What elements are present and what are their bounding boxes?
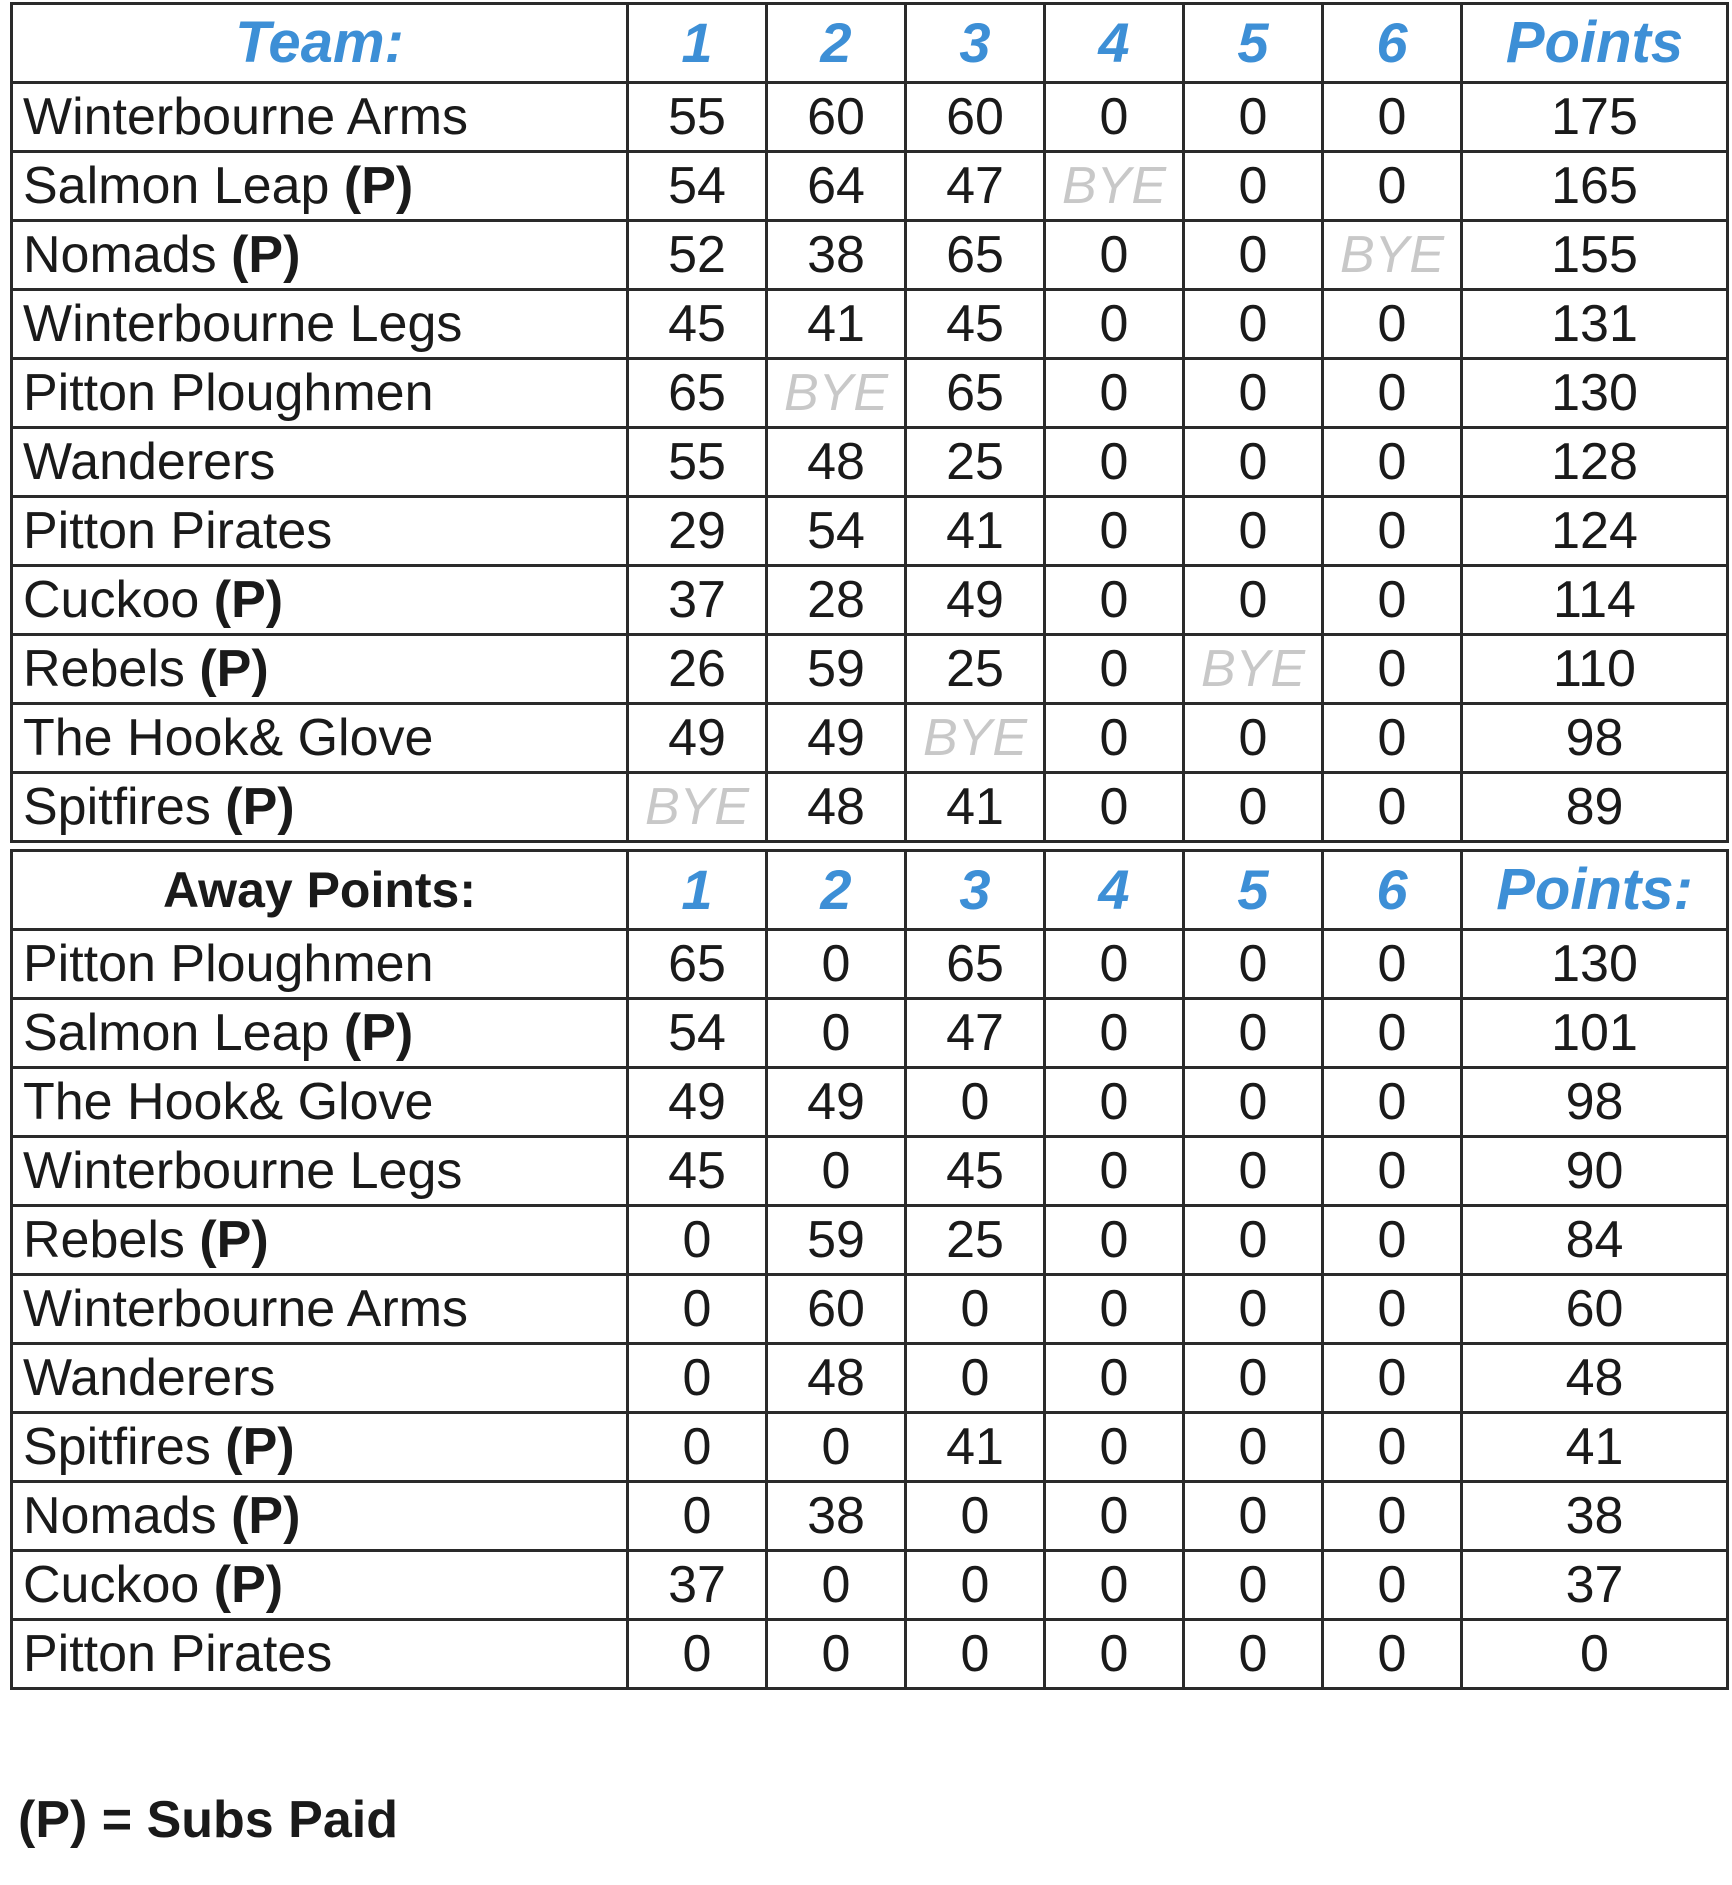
- total-points-cell: 101: [1462, 999, 1728, 1068]
- table-row: [12, 290, 1728, 359]
- bye-cell: BYE: [628, 773, 767, 842]
- table-row: [12, 359, 1728, 428]
- score-cell: 0: [1045, 359, 1184, 428]
- table-row: [12, 704, 1728, 773]
- total-points-cell: 60: [1462, 1275, 1728, 1344]
- team-name: Salmon Leap: [23, 157, 344, 215]
- score-cell: 0: [1045, 428, 1184, 497]
- score-cell: 0: [767, 1413, 906, 1482]
- score-cell: 0: [1323, 773, 1462, 842]
- score-cell: 49: [767, 704, 906, 773]
- score-cell: 0: [1184, 1344, 1323, 1413]
- team-name-cell: [12, 773, 628, 842]
- score-cell: 0: [767, 1137, 906, 1206]
- score-cell: 0: [1045, 1620, 1184, 1689]
- total-points-cell: 130: [1462, 359, 1728, 428]
- total-points-cell: 41: [1462, 1413, 1728, 1482]
- team-name-cell: [12, 428, 628, 497]
- team-name: Winterbourne Arms: [23, 1280, 469, 1338]
- score-cell: 0: [1184, 1275, 1323, 1344]
- away-header-row: [12, 851, 1728, 930]
- score-cell: 0: [1323, 1620, 1462, 1689]
- table-row: [12, 930, 1728, 999]
- score-cell: 49: [628, 704, 767, 773]
- table-row: [12, 1137, 1728, 1206]
- score-cell: 55: [628, 83, 767, 152]
- team-name: Pitton Pirates: [23, 502, 333, 560]
- score-cell: 60: [906, 83, 1045, 152]
- score-cell: 41: [767, 290, 906, 359]
- score-cell: 0: [1184, 359, 1323, 428]
- table-row: [12, 635, 1728, 704]
- score-cell: 47: [906, 152, 1045, 221]
- subs-paid-marker: (P): [343, 1004, 414, 1062]
- score-cell: 65: [906, 359, 1045, 428]
- score-cell: 45: [628, 1137, 767, 1206]
- table-row: [12, 83, 1728, 152]
- score-cell: 0: [906, 1482, 1045, 1551]
- score-cell: 45: [628, 290, 767, 359]
- table-row: [12, 1551, 1728, 1620]
- table-row: [12, 1482, 1728, 1551]
- home-points-table: [10, 2, 1729, 843]
- score-cell: 37: [628, 566, 767, 635]
- score-cell: 0: [1184, 1068, 1323, 1137]
- score-cell: 26: [628, 635, 767, 704]
- subs-paid-marker: (P): [225, 1418, 295, 1476]
- score-cell: 54: [767, 497, 906, 566]
- team-name: Rebels: [23, 640, 200, 698]
- table-row: [12, 999, 1728, 1068]
- table-row: [12, 1275, 1728, 1344]
- score-cell: 0: [906, 1068, 1045, 1137]
- team-name-cell: [12, 1482, 628, 1551]
- total-points-cell: 131: [1462, 290, 1728, 359]
- score-cell: 0: [1045, 83, 1184, 152]
- team-name-cell: [12, 930, 628, 999]
- team-name-cell: [12, 1206, 628, 1275]
- team-name-cell: [12, 1068, 628, 1137]
- score-cell: 0: [1323, 497, 1462, 566]
- score-cell: 0: [1045, 290, 1184, 359]
- total-points-cell: 38: [1462, 1482, 1728, 1551]
- score-cell: 0: [1323, 999, 1462, 1068]
- score-cell: 60: [767, 83, 906, 152]
- table-row: [12, 1068, 1728, 1137]
- score-cell: 0: [1184, 1620, 1323, 1689]
- score-cell: 0: [1045, 566, 1184, 635]
- team-name: The Hook& Glove: [23, 1073, 434, 1131]
- total-points-cell: 110: [1462, 635, 1728, 704]
- bye-cell: BYE: [1045, 152, 1184, 221]
- team-name: Nomads: [23, 226, 232, 284]
- home-points-header: Points: [1462, 4, 1728, 83]
- score-cell: 0: [1323, 83, 1462, 152]
- table-row: [12, 566, 1728, 635]
- score-cell: 41: [906, 497, 1045, 566]
- away-round-4-header: 4: [1045, 851, 1184, 930]
- score-cell: 0: [1184, 773, 1323, 842]
- table-row: [12, 1206, 1728, 1275]
- score-cell: 0: [1184, 83, 1323, 152]
- team-name: Pitton Ploughmen: [23, 364, 434, 422]
- team-name-cell: [12, 1275, 628, 1344]
- bye-cell: BYE: [767, 359, 906, 428]
- score-cell: 29: [628, 497, 767, 566]
- away-round-5-header: 5: [1184, 851, 1323, 930]
- score-cell: 25: [906, 428, 1045, 497]
- table-row: [12, 1620, 1728, 1689]
- score-cell: 48: [767, 773, 906, 842]
- score-cell: 0: [906, 1620, 1045, 1689]
- team-name: Pitton Pirates: [23, 1625, 333, 1683]
- score-cell: 65: [906, 930, 1045, 999]
- team-name: Winterbourne Legs: [23, 295, 463, 353]
- score-cell: 0: [1184, 221, 1323, 290]
- team-name-cell: [12, 221, 628, 290]
- score-cell: 0: [1184, 290, 1323, 359]
- team-name-cell: [12, 1344, 628, 1413]
- total-points-cell: 175: [1462, 83, 1728, 152]
- score-cell: 0: [1045, 999, 1184, 1068]
- team-name: Wanderers: [23, 433, 276, 491]
- subs-paid-note: (P) = Subs Paid: [18, 1791, 398, 1849]
- score-cell: 0: [1323, 1275, 1462, 1344]
- score-cell: 0: [1184, 1413, 1323, 1482]
- score-cell: 0: [1045, 1206, 1184, 1275]
- team-name-cell: [12, 999, 628, 1068]
- score-cell: 0: [1184, 497, 1323, 566]
- team-name-cell: [12, 566, 628, 635]
- subs-paid-marker: (P): [343, 157, 414, 215]
- total-points-cell: 130: [1462, 930, 1728, 999]
- table-row: [12, 428, 1728, 497]
- subs-paid-marker: (P): [231, 1487, 301, 1545]
- score-cell: 0: [1045, 1344, 1184, 1413]
- team-name: Rebels: [23, 1211, 200, 1269]
- score-cell: 0: [1323, 1068, 1462, 1137]
- score-cell: 0: [767, 999, 906, 1068]
- score-cell: 0: [1323, 290, 1462, 359]
- away-points-header: Points:: [1462, 851, 1728, 930]
- score-cell: 0: [906, 1551, 1045, 1620]
- total-points-cell: 89: [1462, 773, 1728, 842]
- total-points-cell: 155: [1462, 221, 1728, 290]
- score-cell: 0: [1045, 1068, 1184, 1137]
- score-cell: 0: [1323, 1137, 1462, 1206]
- team-name-cell: [12, 83, 628, 152]
- score-cell: 0: [1045, 1413, 1184, 1482]
- score-cell: 0: [767, 930, 906, 999]
- total-points-cell: 90: [1462, 1137, 1728, 1206]
- total-points-cell: 0: [1462, 1620, 1728, 1689]
- score-cell: 0: [1323, 930, 1462, 999]
- score-cell: 59: [767, 635, 906, 704]
- score-cell: 0: [1045, 1137, 1184, 1206]
- score-cell: 0: [1045, 930, 1184, 999]
- score-cell: 65: [628, 359, 767, 428]
- score-cell: 0: [1045, 635, 1184, 704]
- score-cell: 0: [1184, 999, 1323, 1068]
- score-cell: 48: [767, 428, 906, 497]
- total-points-cell: 98: [1462, 1068, 1728, 1137]
- score-cell: 0: [1184, 1206, 1323, 1275]
- score-cell: 49: [628, 1068, 767, 1137]
- away-points-table: [10, 849, 1729, 1690]
- score-cell: 60: [767, 1275, 906, 1344]
- team-name: Spitfires: [23, 1418, 226, 1476]
- home-round-6-header: 6: [1323, 4, 1462, 83]
- score-cell: 41: [906, 1413, 1045, 1482]
- team-name: Pitton Ploughmen: [23, 935, 434, 993]
- away-team-header: Away Points:: [12, 851, 628, 930]
- team-name: Spitfires: [23, 778, 226, 836]
- score-cell: 41: [906, 773, 1045, 842]
- team-name: Winterbourne Arms: [23, 88, 469, 146]
- subs-paid-marker: (P): [199, 1211, 269, 1269]
- league-sheet: [10, 2, 1726, 1690]
- score-cell: 55: [628, 428, 767, 497]
- score-cell: 0: [628, 1482, 767, 1551]
- home-round-3-header: 3: [906, 4, 1045, 83]
- score-cell: 0: [628, 1413, 767, 1482]
- score-cell: 38: [767, 221, 906, 290]
- score-cell: 0: [1323, 428, 1462, 497]
- home-round-2-header: 2: [767, 4, 906, 83]
- score-cell: 0: [1184, 428, 1323, 497]
- team-name: Cuckoo: [23, 571, 214, 629]
- bye-cell: BYE: [906, 704, 1045, 773]
- home-header-row: [12, 4, 1728, 83]
- total-points-cell: 165: [1462, 152, 1728, 221]
- team-name-cell: [12, 497, 628, 566]
- team-name-cell: [12, 635, 628, 704]
- score-cell: 0: [1184, 152, 1323, 221]
- score-cell: 0: [1323, 566, 1462, 635]
- score-cell: 0: [1045, 1482, 1184, 1551]
- team-name-cell: [12, 1137, 628, 1206]
- table-row: [12, 497, 1728, 566]
- team-name: Cuckoo: [23, 1556, 214, 1614]
- away-round-3-header: 3: [906, 851, 1045, 930]
- score-cell: 0: [1323, 1482, 1462, 1551]
- total-points-cell: 98: [1462, 704, 1728, 773]
- score-cell: 0: [1184, 1137, 1323, 1206]
- score-cell: 54: [628, 999, 767, 1068]
- score-cell: 0: [1045, 773, 1184, 842]
- team-name: Nomads: [23, 1487, 232, 1545]
- score-cell: 64: [767, 152, 906, 221]
- team-name: Salmon Leap: [23, 1004, 344, 1062]
- score-cell: 0: [1045, 1551, 1184, 1620]
- total-points-cell: 48: [1462, 1344, 1728, 1413]
- score-cell: 65: [628, 930, 767, 999]
- team-name: Wanderers: [23, 1349, 276, 1407]
- table-row: [12, 1413, 1728, 1482]
- score-cell: 0: [628, 1206, 767, 1275]
- score-cell: 0: [628, 1275, 767, 1344]
- score-cell: 0: [1184, 704, 1323, 773]
- team-name-cell: [12, 290, 628, 359]
- score-cell: 0: [1323, 635, 1462, 704]
- subs-paid-marker: (P): [213, 571, 284, 629]
- table-row: [12, 773, 1728, 842]
- score-cell: 0: [1323, 152, 1462, 221]
- score-cell: 0: [1323, 1413, 1462, 1482]
- team-name: The Hook& Glove: [23, 709, 434, 767]
- bye-cell: BYE: [1323, 221, 1462, 290]
- total-points-cell: 124: [1462, 497, 1728, 566]
- score-cell: 0: [1323, 1206, 1462, 1275]
- home-round-4-header: 4: [1045, 4, 1184, 83]
- score-cell: 65: [906, 221, 1045, 290]
- table-row: [12, 1344, 1728, 1413]
- score-cell: 52: [628, 221, 767, 290]
- team-name-cell: [12, 1620, 628, 1689]
- score-cell: 0: [1323, 359, 1462, 428]
- score-cell: 0: [628, 1344, 767, 1413]
- team-name-cell: [12, 152, 628, 221]
- score-cell: 0: [628, 1620, 767, 1689]
- score-cell: 0: [1323, 1344, 1462, 1413]
- home-round-1-header: 1: [628, 4, 767, 83]
- total-points-cell: 114: [1462, 566, 1728, 635]
- subs-paid-marker: (P): [231, 226, 301, 284]
- score-cell: 0: [1184, 1482, 1323, 1551]
- score-cell: 45: [906, 290, 1045, 359]
- subs-paid-marker: (P): [213, 1556, 284, 1614]
- score-cell: 38: [767, 1482, 906, 1551]
- score-cell: 0: [1323, 704, 1462, 773]
- score-cell: 25: [906, 635, 1045, 704]
- away-round-2-header: 2: [767, 851, 906, 930]
- team-name-cell: [12, 359, 628, 428]
- away-round-6-header: 6: [1323, 851, 1462, 930]
- score-cell: 0: [767, 1551, 906, 1620]
- score-cell: 28: [767, 566, 906, 635]
- score-cell: 0: [1184, 566, 1323, 635]
- away-round-1-header: 1: [628, 851, 767, 930]
- score-cell: 0: [767, 1620, 906, 1689]
- score-cell: 0: [1045, 221, 1184, 290]
- team-name-cell: [12, 704, 628, 773]
- score-cell: 25: [906, 1206, 1045, 1275]
- score-cell: 37: [628, 1551, 767, 1620]
- score-cell: 0: [1184, 930, 1323, 999]
- score-cell: 47: [906, 999, 1045, 1068]
- score-cell: 0: [906, 1344, 1045, 1413]
- score-cell: 49: [767, 1068, 906, 1137]
- score-cell: 0: [1323, 1551, 1462, 1620]
- total-points-cell: 84: [1462, 1206, 1728, 1275]
- score-cell: 45: [906, 1137, 1045, 1206]
- score-cell: 0: [1045, 1275, 1184, 1344]
- table-row: [12, 152, 1728, 221]
- score-cell: 0: [906, 1275, 1045, 1344]
- home-team-header: Team:: [12, 4, 628, 83]
- score-cell: 0: [1045, 704, 1184, 773]
- team-name-cell: [12, 1413, 628, 1482]
- score-cell: 49: [906, 566, 1045, 635]
- table-row: [12, 221, 1728, 290]
- score-cell: 0: [1184, 1551, 1323, 1620]
- score-cell: 0: [1045, 497, 1184, 566]
- score-cell: 54: [628, 152, 767, 221]
- bye-cell: BYE: [1184, 635, 1323, 704]
- subs-paid-marker: (P): [199, 640, 269, 698]
- home-round-5-header: 5: [1184, 4, 1323, 83]
- score-cell: 48: [767, 1344, 906, 1413]
- subs-paid-marker: (P): [225, 778, 295, 836]
- team-name-cell: [12, 1551, 628, 1620]
- team-name: Winterbourne Legs: [23, 1142, 463, 1200]
- total-points-cell: 128: [1462, 428, 1728, 497]
- total-points-cell: 37: [1462, 1551, 1728, 1620]
- score-cell: 59: [767, 1206, 906, 1275]
